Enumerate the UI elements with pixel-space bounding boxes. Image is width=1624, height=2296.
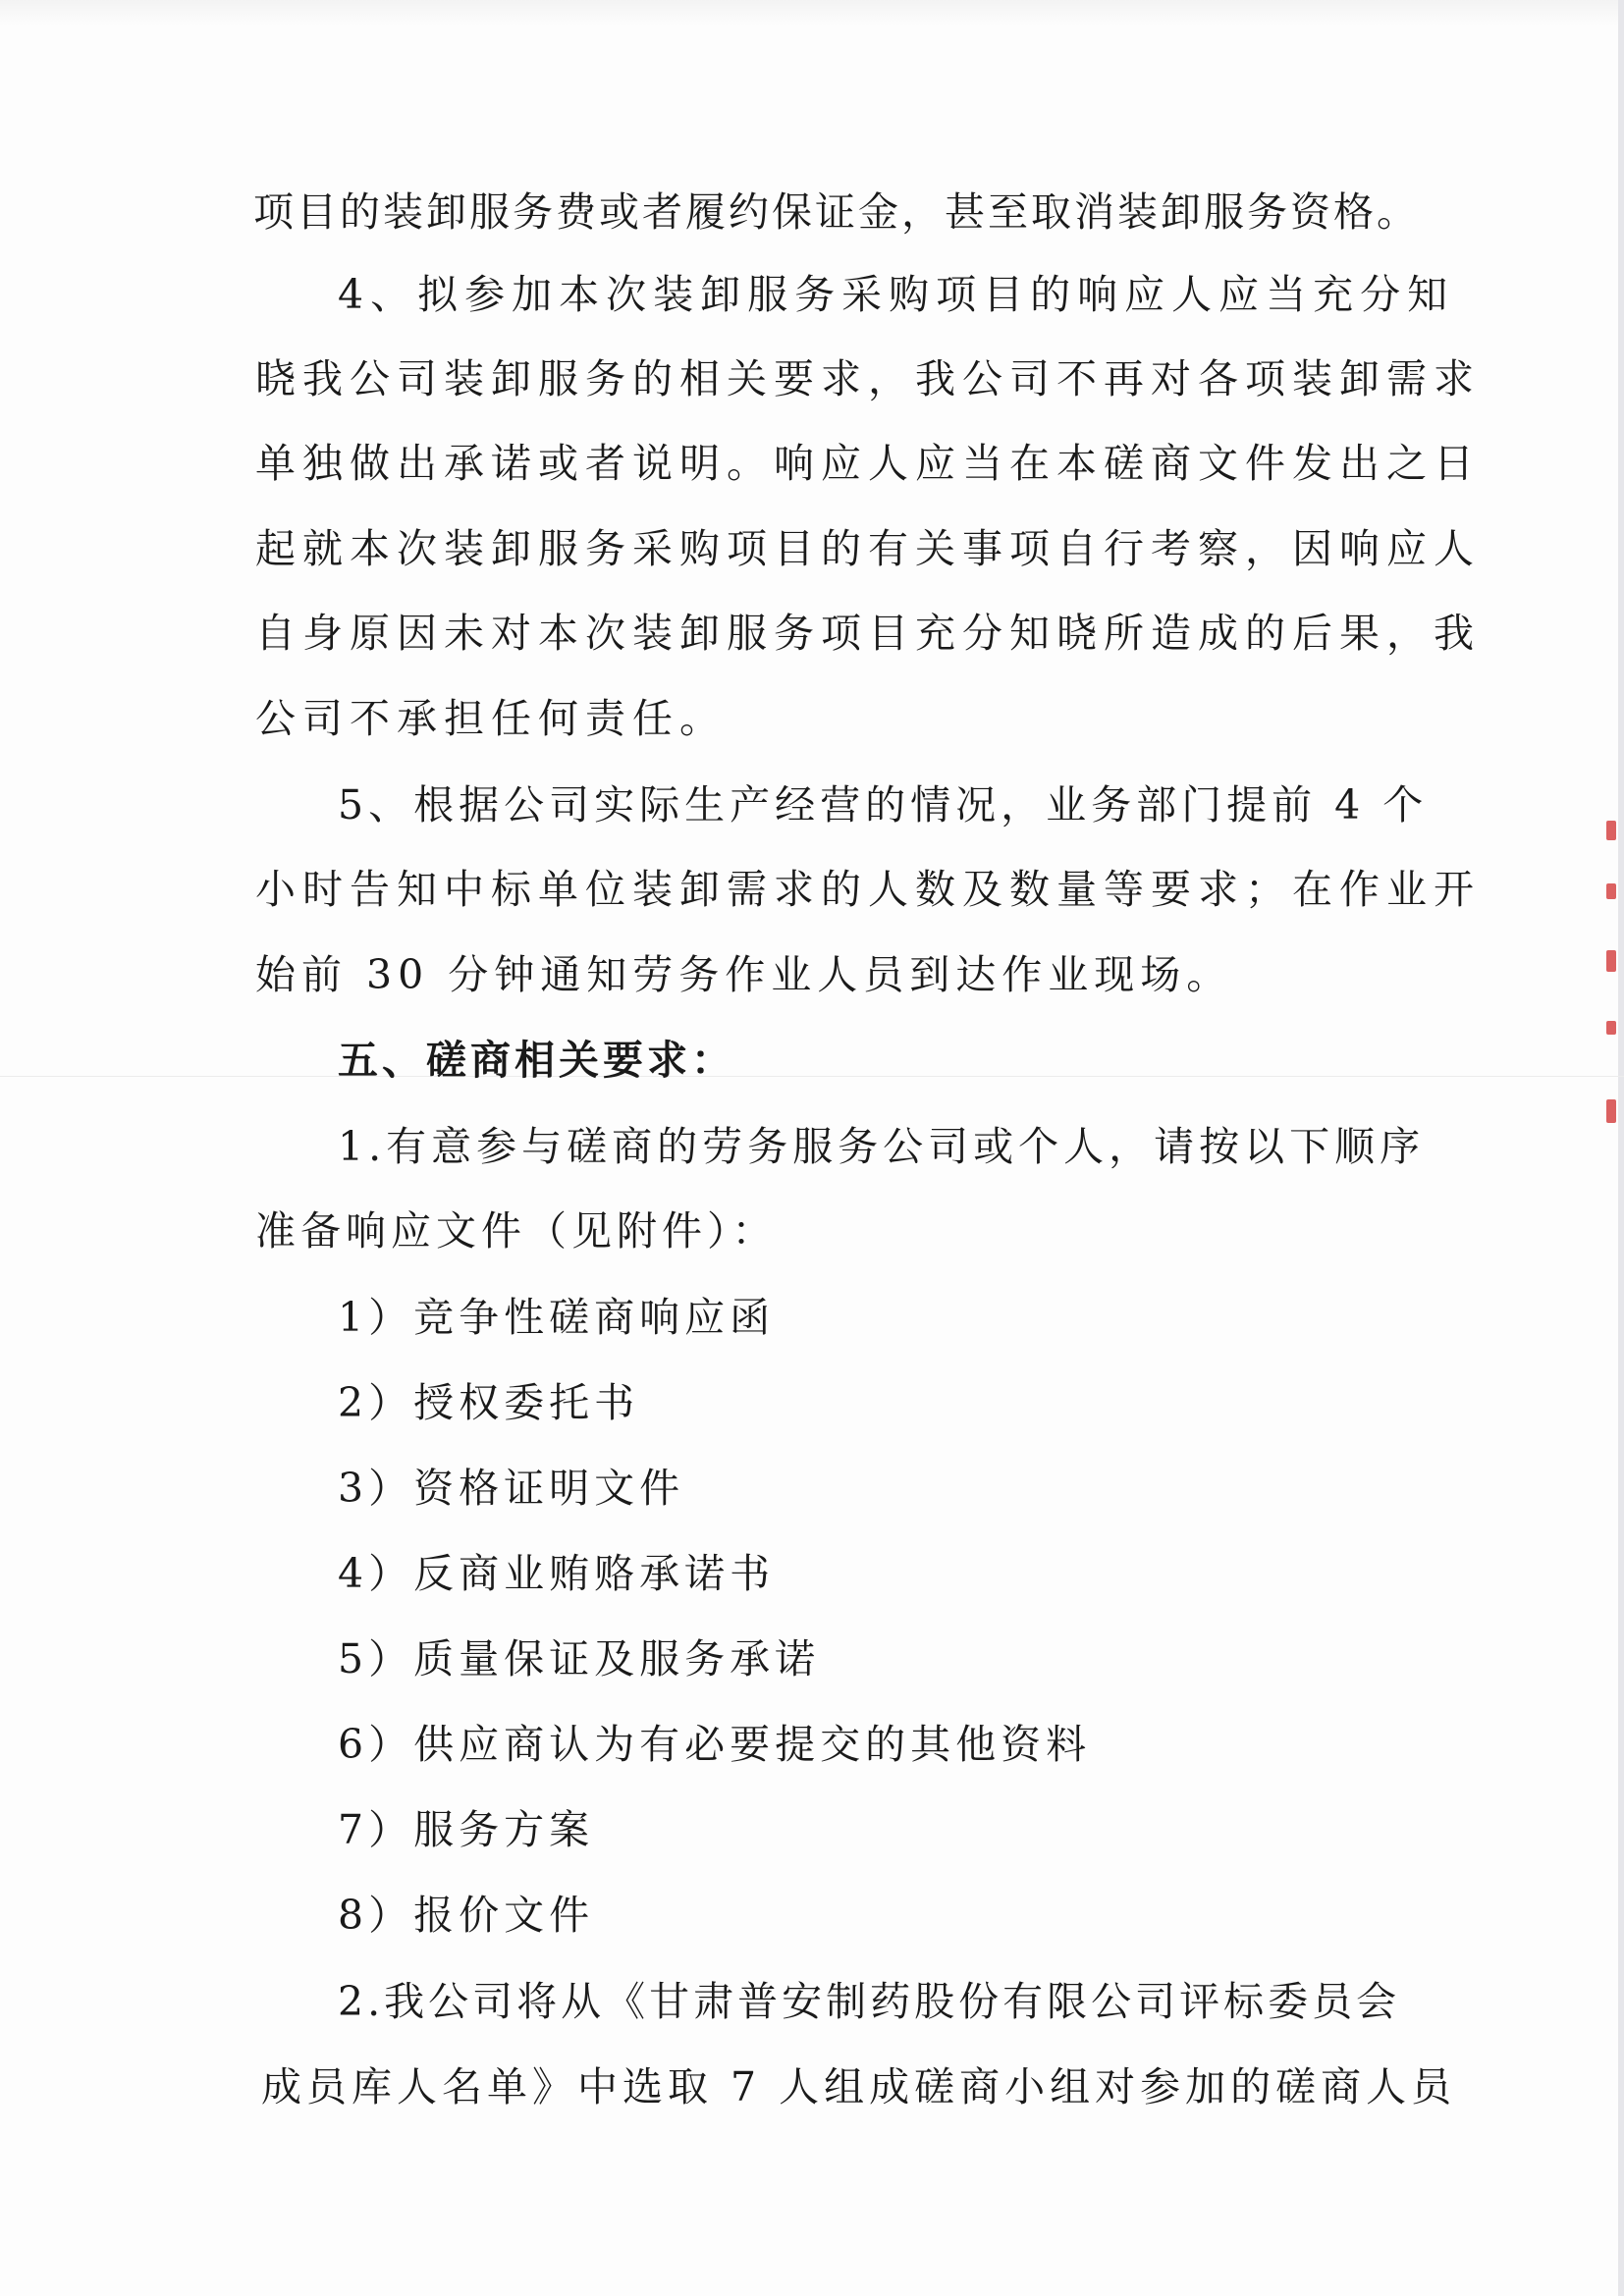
- seal-stamp-fragment: [1606, 1099, 1616, 1123]
- seal-stamp-fragment: [1606, 821, 1616, 840]
- body-text-line: 单独做出承诺或者说明。响应人应当在本磋商文件发出之日: [255, 440, 1481, 487]
- list-item: 8）报价文件: [338, 1892, 595, 1939]
- list-item: 5）质量保证及服务承诺: [338, 1635, 821, 1682]
- list-item: 4）反商业贿赂承诺书: [338, 1550, 776, 1597]
- body-text-line: 项目的装卸服务费或者履约保证金，甚至取消装卸服务资格。: [253, 188, 1420, 236]
- list-item: 1）竞争性磋商响应函: [338, 1294, 776, 1341]
- page-fold-line: [0, 1076, 1624, 1077]
- body-text-line: 起就本次装卸服务采购项目的有关事项自行考察，因响应人: [255, 525, 1481, 572]
- body-text-line: 公司不承担任何责任。: [255, 695, 727, 742]
- list-item: 2）授权委托书: [338, 1379, 640, 1426]
- list-item: 7）服务方案: [338, 1806, 595, 1853]
- scan-right-edge: [1618, 0, 1624, 2296]
- seal-stamp-fragment: [1606, 883, 1616, 899]
- body-text-line: 自身原因未对本次装卸服务项目充分知晓所造成的后果，我: [255, 610, 1481, 657]
- section-heading: 五、磋商相关要求：: [338, 1037, 735, 1084]
- scan-top-edge: [0, 0, 1624, 26]
- body-text-line: 成员库人名单》中选取 7 人组成磋商小组对参加的磋商人员: [261, 2063, 1457, 2110]
- requirement-1-first-line: 1.有意参与磋商的劳务服务公司或个人，请按以下顺序: [338, 1123, 1426, 1170]
- list-item: 3）资格证明文件: [338, 1465, 685, 1512]
- body-text-line: 晓我公司装卸服务的相关要求，我公司不再对各项装卸需求: [255, 355, 1481, 402]
- paragraph-5-first-line: 5、根据公司实际生产经营的情况，业务部门提前 4 个: [338, 781, 1429, 828]
- paragraph-4-first-line: 4、拟参加本次装卸服务采购项目的响应人应当充分知: [338, 271, 1455, 318]
- requirement-2-first-line: 2.我公司将从《甘肃普安制药股份有限公司评标委员会: [338, 1978, 1401, 2025]
- body-text-line: 准备响应文件（见附件）：: [255, 1207, 778, 1255]
- seal-stamp-fragment: [1606, 1021, 1616, 1035]
- body-text-line: 始前 30 分钟通知劳务作业人员到达作业现场。: [255, 951, 1233, 998]
- list-item: 6）供应商认为有必要提交的其他资料: [338, 1721, 1092, 1768]
- seal-stamp-fragment: [1606, 950, 1616, 972]
- body-text-line: 小时告知中标单位装卸需求的人数及数量等要求；在作业开: [255, 866, 1481, 913]
